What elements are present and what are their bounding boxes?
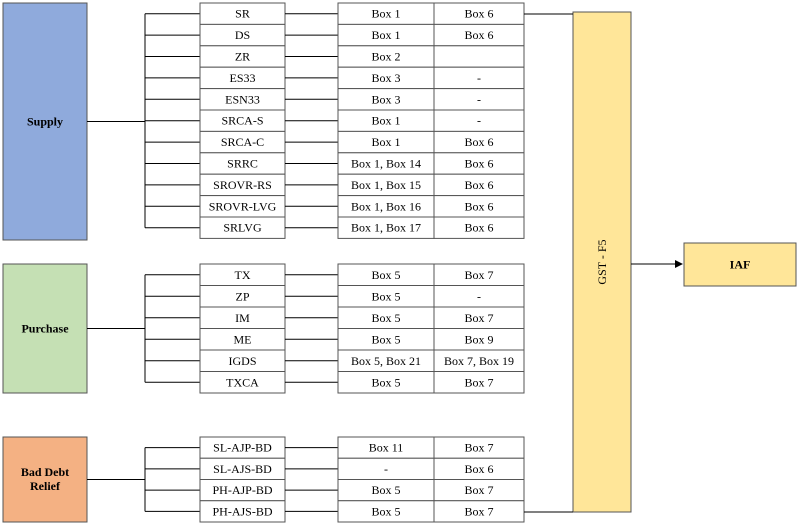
tax-code-label: SL-AJP-BD (213, 440, 272, 455)
box-b-value: Box 6 (464, 135, 494, 150)
tax-code-label: ES33 (229, 70, 256, 85)
tax-code-label: SRLVG (223, 220, 262, 235)
box-a-value: Box 11 (368, 440, 404, 455)
box-a-value: Box 5 (371, 375, 401, 390)
box-b-value: Box 7 (464, 483, 494, 498)
tax-code-label: SROVR-RS (213, 177, 272, 192)
box-b-value: - (477, 70, 481, 85)
tax-code-label: PH-AJS-BD (212, 504, 273, 519)
tax-code-label: SR (235, 6, 250, 21)
box-a-value: Box 2 (371, 49, 401, 64)
box-a-value: Box 5 (371, 289, 401, 304)
box-a-value: Box 3 (371, 70, 401, 85)
box-b-value: - (477, 289, 481, 304)
tax-code-label: ZR (234, 49, 251, 64)
tax-code-label: DS (234, 28, 251, 43)
box-b-value: Box 6 (464, 199, 494, 214)
box-b-value: - (477, 113, 481, 128)
tax-code-label: SRCA-C (220, 135, 265, 150)
box-b-value: Box 6 (464, 156, 494, 171)
box-b-value: Box 7 (464, 375, 494, 390)
box-b-value: Box 6 (464, 220, 494, 235)
tax-code-label: PH-AJP-BD (212, 483, 273, 498)
box-b-value: Box 7, Box 19 (443, 353, 515, 368)
tax-code-label: ZP (235, 289, 250, 304)
box-b-value: Box 7 (464, 440, 494, 455)
box-a-value: Box 5 (371, 332, 401, 347)
box-a-value: Box 1 (371, 6, 401, 21)
tax-code-label: TX (234, 267, 251, 282)
category-label: Supply (26, 114, 64, 129)
box-b-value: Box 6 (464, 177, 494, 192)
box-b-value: Box 6 (464, 28, 494, 43)
gst-f5-label: GST - F5 (595, 239, 609, 285)
tax-code-label: ME (233, 332, 252, 347)
box-a-value: Box 1, Box 17 (350, 220, 422, 235)
box-b-value: - (477, 92, 481, 107)
tax-code-label: IM (235, 310, 250, 325)
box-a-value: Box 1, Box 15 (350, 177, 422, 192)
box-a-value: Box 1 (371, 28, 401, 43)
tax-code-label: SL-AJS-BD (213, 461, 272, 476)
category-label: Purchase (21, 321, 69, 336)
box-a-value: Box 5 (371, 504, 401, 519)
box-b-value: Box 7 (464, 267, 494, 282)
iaf-label: IAF (729, 257, 751, 272)
tax-code-label: IGDS (228, 353, 257, 368)
box-b-value: Box 7 (464, 310, 494, 325)
box-b-value: Box 9 (464, 332, 494, 347)
box-b-value: Box 6 (464, 6, 494, 21)
box-a-value: - (384, 461, 388, 476)
box-a-value: Box 5 (371, 310, 401, 325)
box-a-value: Box 5, Box 21 (350, 353, 422, 368)
tax-code-label: TXCA (226, 375, 259, 390)
tax-code-label: SRRC (227, 156, 258, 171)
box-a-value: Box 1 (371, 113, 401, 128)
category-label-line-1: Bad Debt (20, 465, 70, 479)
box-b-value: Box 6 (464, 461, 494, 476)
box-a-value: Box 5 (371, 267, 401, 282)
category-label-line-2: Relief (30, 479, 60, 493)
box-a-value: Box 5 (371, 483, 401, 498)
box-b-value: Box 7 (464, 504, 494, 519)
box-a-value: Box 1 (371, 135, 401, 150)
box-b-cell (434, 46, 524, 67)
box-a-value: Box 1, Box 16 (350, 199, 422, 214)
tax-code-label: SRCA-S (221, 113, 264, 128)
box-a-value: Box 3 (371, 92, 401, 107)
tax-code-label: ESN33 (225, 92, 260, 107)
tax-code-label: SROVR-LVG (208, 199, 277, 214)
box-a-value: Box 1, Box 14 (350, 156, 422, 171)
